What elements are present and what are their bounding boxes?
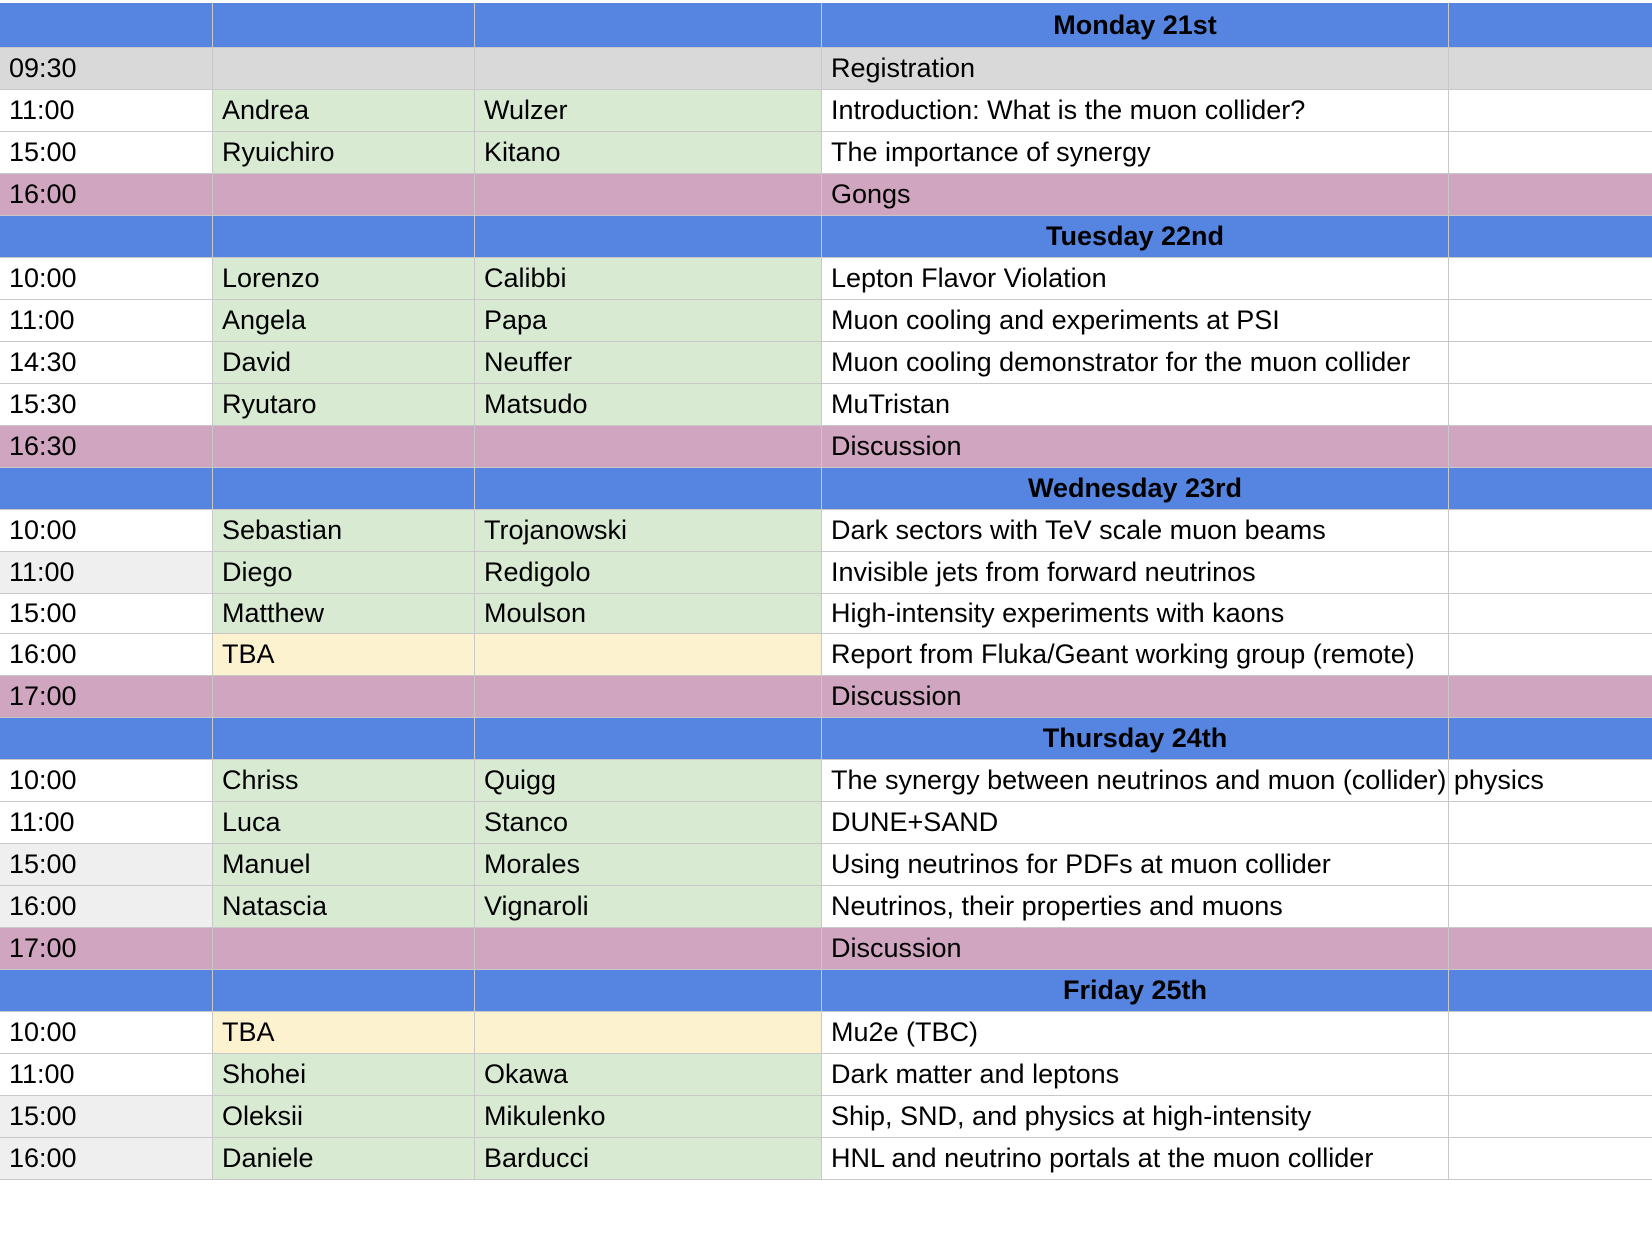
last-name-text: Redigolo: [484, 557, 591, 587]
first-name-cell[interactable]: [213, 3, 475, 48]
time-text: 16:00: [9, 891, 77, 921]
last-name-cell[interactable]: [475, 3, 822, 48]
time-cell[interactable]: [0, 216, 213, 258]
talk-title-cell[interactable]: [822, 1054, 1449, 1096]
last-name-cell[interactable]: [475, 510, 822, 552]
last-name-cell[interactable]: [475, 928, 822, 970]
last-name-cell[interactable]: [475, 634, 822, 676]
first-name-text: Andrea: [222, 95, 310, 125]
empty-cell[interactable]: [1449, 970, 1652, 1012]
empty-cell[interactable]: [1449, 802, 1652, 844]
talk-title-text: High-intensity experiments with kaons: [831, 598, 1285, 628]
time-cell[interactable]: [0, 468, 213, 510]
last-name-text: Trojanowski: [484, 515, 628, 545]
day-title[interactable]: Thursday 24th: [822, 718, 1449, 760]
first-name-cell[interactable]: [213, 718, 475, 760]
empty-cell[interactable]: [1449, 844, 1652, 886]
first-name-cell[interactable]: [213, 384, 475, 426]
talk-title-text: Dark sectors with TeV scale muon beams: [831, 515, 1326, 545]
time-cell[interactable]: [0, 132, 213, 174]
talk-title-text: Invisible jets from forward neutrinos: [831, 557, 1256, 587]
last-name-cell[interactable]: [475, 90, 822, 132]
schedule-row: [0, 886, 1652, 928]
first-name-cell[interactable]: [213, 216, 475, 258]
last-name-cell[interactable]: [475, 426, 822, 468]
empty-cell[interactable]: [1449, 634, 1652, 676]
time-cell[interactable]: [0, 970, 213, 1012]
time-text: 15:00: [9, 849, 77, 879]
time-text: 17:00: [9, 933, 77, 963]
time-text: 16:00: [9, 1143, 77, 1173]
first-name-text: Shohei: [222, 1059, 307, 1089]
schedule-row: [0, 48, 1652, 90]
empty-cell[interactable]: [1449, 426, 1652, 468]
talk-title-cell[interactable]: [822, 676, 1449, 718]
schedule-row: [0, 928, 1652, 970]
empty-cell[interactable]: [1449, 468, 1652, 510]
first-name-cell[interactable]: [213, 970, 475, 1012]
day-title[interactable]: Wednesday 23rd: [822, 468, 1449, 510]
first-name-text: Chriss: [222, 765, 299, 795]
day-header-row: [0, 970, 1652, 1012]
last-name-cell[interactable]: [475, 258, 822, 300]
empty-cell[interactable]: [1449, 342, 1652, 384]
last-name-cell[interactable]: [475, 1138, 822, 1180]
talk-title-cell[interactable]: [822, 760, 1544, 802]
first-name-text: Lorenzo: [222, 263, 320, 293]
time-cell[interactable]: [0, 718, 213, 760]
first-name-cell[interactable]: [213, 510, 475, 552]
schedule-row: [0, 844, 1652, 886]
first-name-text: David: [222, 347, 292, 377]
last-name-cell[interactable]: [475, 342, 822, 384]
talk-title-cell[interactable]: [822, 132, 1449, 174]
time-cell[interactable]: [0, 634, 213, 676]
empty-cell[interactable]: [1449, 258, 1652, 300]
talk-title-cell[interactable]: [822, 258, 1449, 300]
last-name-text: Calibbi: [484, 263, 567, 293]
talk-title-text: Report from Fluka/Geant working group (remote): [831, 639, 1415, 669]
talk-title-cell[interactable]: [822, 552, 1449, 594]
last-name-text: Vignaroli: [484, 891, 589, 921]
time-cell[interactable]: [0, 300, 213, 342]
schedule-row: [0, 1012, 1652, 1054]
first-name-text: Luca: [222, 807, 281, 837]
day-header-row: [0, 718, 1652, 760]
day-header-row: [0, 468, 1652, 510]
talk-title-cell[interactable]: [822, 342, 1449, 384]
talk-title-cell[interactable]: [822, 426, 1449, 468]
time-cell[interactable]: [0, 510, 213, 552]
time-cell[interactable]: [0, 48, 213, 90]
empty-cell[interactable]: [1449, 886, 1652, 928]
first-name-cell[interactable]: [213, 48, 475, 90]
last-name-cell[interactable]: [475, 718, 822, 760]
empty-cell[interactable]: [1449, 132, 1652, 174]
first-name-cell[interactable]: [213, 426, 475, 468]
talk-title-cell[interactable]: [822, 300, 1449, 342]
talk-title-cell[interactable]: [822, 634, 1449, 676]
schedule-row: [0, 174, 1652, 216]
time-text: 14:30: [9, 347, 77, 377]
empty-cell[interactable]: [1449, 48, 1652, 90]
time-text: 10:00: [9, 515, 77, 545]
last-name-cell[interactable]: [475, 174, 822, 216]
schedule-row: [0, 258, 1652, 300]
first-name-text: Oleksii: [222, 1101, 304, 1131]
talk-title-text: Mu2e (TBC): [831, 1017, 979, 1047]
first-name-cell[interactable]: [213, 676, 475, 718]
talk-title-cell[interactable]: [822, 594, 1449, 634]
time-cell[interactable]: [0, 1096, 213, 1138]
talk-title-text: Discussion: [831, 933, 962, 963]
last-name-text: Matsudo: [484, 389, 588, 419]
first-name-text: TBA: [222, 1017, 275, 1047]
last-name-cell[interactable]: [475, 594, 822, 634]
first-name-text: Angela: [222, 305, 307, 335]
last-name-cell[interactable]: [475, 886, 822, 928]
last-name-text: Neuffer: [484, 347, 573, 377]
talk-title-text: Ship, SND, and physics at high-intensity: [831, 1101, 1312, 1131]
first-name-cell[interactable]: [213, 300, 475, 342]
last-name-cell[interactable]: [475, 300, 822, 342]
day-header-row: [0, 216, 1652, 258]
first-name-text: Ryutaro: [222, 389, 317, 419]
talk-title-text: DUNE+SAND: [831, 807, 999, 837]
talk-title-text: Dark matter and leptons: [831, 1059, 1120, 1089]
time-text: 16:30: [9, 431, 77, 461]
empty-cell[interactable]: [1449, 174, 1652, 216]
time-cell[interactable]: [0, 802, 213, 844]
last-name-cell[interactable]: [475, 970, 822, 1012]
time-cell[interactable]: [0, 342, 213, 384]
talk-title-cell[interactable]: [822, 48, 1449, 90]
first-name-cell[interactable]: [213, 132, 475, 174]
talk-title-text: Muon cooling demonstrator for the muon collider: [831, 347, 1411, 377]
last-name-cell[interactable]: [475, 132, 822, 174]
schedule-row: [0, 300, 1652, 342]
first-name-cell[interactable]: [213, 634, 475, 676]
last-name-text: Stanco: [484, 807, 569, 837]
schedule-row: [0, 634, 1652, 676]
first-name-text: Daniele: [222, 1143, 314, 1173]
time-text: 16:00: [9, 639, 77, 669]
talk-title-cell[interactable]: [822, 90, 1449, 132]
time-cell[interactable]: [0, 1012, 213, 1054]
last-name-text: Okawa: [484, 1059, 569, 1089]
last-name-cell[interactable]: [475, 1054, 822, 1096]
last-name-text: Morales: [484, 849, 581, 879]
first-name-text: Natascia: [222, 891, 328, 921]
first-name-cell[interactable]: [213, 1054, 475, 1096]
schedule-row: [0, 1054, 1652, 1096]
time-text: 15:30: [9, 389, 77, 419]
talk-title-text: Using neutrinos for PDFs at muon collider: [831, 849, 1331, 879]
first-name-cell[interactable]: [213, 90, 475, 132]
talk-title-text: Registration: [831, 53, 976, 83]
empty-cell[interactable]: [1449, 216, 1652, 258]
time-cell[interactable]: [0, 426, 213, 468]
empty-cell[interactable]: [1449, 1096, 1652, 1138]
time-cell[interactable]: [0, 552, 213, 594]
empty-cell[interactable]: [1449, 384, 1652, 426]
last-name-cell[interactable]: [475, 48, 822, 90]
first-name-cell[interactable]: [213, 1096, 475, 1138]
empty-cell[interactable]: [1449, 90, 1652, 132]
empty-cell[interactable]: [1449, 1054, 1652, 1096]
talk-title-text: MuTristan: [831, 389, 951, 419]
last-name-cell[interactable]: [475, 802, 822, 844]
day-title[interactable]: Tuesday 22nd: [822, 216, 1449, 258]
talk-title-text: Discussion: [831, 431, 962, 461]
time-text: 15:00: [9, 1101, 77, 1131]
schedule-row: [0, 802, 1652, 844]
talk-title-text: Muon cooling and experiments at PSI: [831, 305, 1280, 335]
first-name-cell[interactable]: [213, 258, 475, 300]
talk-title-text: Introduction: What is the muon collider?: [831, 95, 1306, 125]
talk-title-cell[interactable]: [822, 886, 1449, 928]
empty-cell[interactable]: [1449, 1138, 1652, 1180]
talk-title-text: The importance of synergy: [831, 137, 1151, 167]
first-name-cell[interactable]: [213, 844, 475, 886]
time-cell[interactable]: [0, 90, 213, 132]
first-name-cell[interactable]: [213, 174, 475, 216]
time-text: 09:30: [9, 53, 77, 83]
first-name-cell[interactable]: [213, 928, 475, 970]
last-name-cell[interactable]: [475, 384, 822, 426]
time-text: 10:00: [9, 765, 77, 795]
last-name-cell[interactable]: [475, 552, 822, 594]
schedule-row: [0, 426, 1652, 468]
first-name-cell[interactable]: [213, 468, 475, 510]
last-name-text: Moulson: [484, 598, 587, 628]
first-name-cell[interactable]: [213, 1138, 475, 1180]
schedule-row: [0, 594, 1652, 634]
last-name-cell[interactable]: [475, 468, 822, 510]
time-cell[interactable]: [0, 1054, 213, 1096]
time-text: 11:00: [9, 305, 75, 335]
schedule-row: [0, 1138, 1652, 1180]
time-cell[interactable]: [0, 384, 213, 426]
empty-cell[interactable]: [1449, 552, 1652, 594]
empty-cell[interactable]: [1449, 928, 1652, 970]
talk-title-text: Neutrinos, their properties and muons: [831, 891, 1283, 921]
day-header-row: [0, 3, 1652, 48]
talk-title-cell[interactable]: [822, 844, 1449, 886]
time-cell[interactable]: [0, 594, 213, 634]
talk-title-text: HNL and neutrino portals at the muon collider: [831, 1143, 1374, 1173]
first-name-text: Sebastian: [222, 515, 343, 545]
time-text: 17:00: [9, 681, 77, 711]
first-name-cell[interactable]: [213, 886, 475, 928]
talk-title-cell[interactable]: [822, 1096, 1449, 1138]
talk-title-cell[interactable]: [822, 928, 1449, 970]
time-cell[interactable]: [0, 928, 213, 970]
empty-cell[interactable]: [1449, 1012, 1652, 1054]
time-cell[interactable]: [0, 1138, 213, 1180]
last-name-text: Mikulenko: [484, 1101, 606, 1131]
first-name-text: Matthew: [222, 598, 325, 628]
talk-title-cell[interactable]: [822, 384, 1449, 426]
talk-title-text: Lepton Flavor Violation: [831, 263, 1107, 293]
time-text: 11:00: [9, 557, 75, 587]
first-name-cell[interactable]: [213, 1012, 475, 1054]
last-name-cell[interactable]: [475, 844, 822, 886]
schedule-row: [0, 90, 1652, 132]
last-name-text: Quigg: [484, 765, 557, 795]
time-cell[interactable]: [0, 174, 213, 216]
empty-cell[interactable]: [1449, 510, 1652, 552]
time-cell[interactable]: [0, 676, 213, 718]
schedule-row: [0, 676, 1652, 718]
last-name-cell[interactable]: [475, 216, 822, 258]
schedule-row: [0, 552, 1652, 594]
talk-title-text: The synergy between neutrinos and muon (collider) physics: [831, 765, 1544, 795]
time-text: 11:00: [9, 807, 75, 837]
last-name-cell[interactable]: [475, 760, 822, 802]
last-name-cell[interactable]: [475, 1012, 822, 1054]
schedule-row: [0, 384, 1652, 426]
talk-title-cell[interactable]: [822, 510, 1449, 552]
day-title[interactable]: Friday 25th: [822, 970, 1449, 1012]
empty-cell[interactable]: [1449, 594, 1652, 634]
talk-title-cell[interactable]: [822, 1012, 1449, 1054]
schedule-row: [0, 1096, 1652, 1138]
first-name-text: Manuel: [222, 849, 311, 879]
empty-cell[interactable]: [1449, 3, 1652, 48]
first-name-cell[interactable]: [213, 552, 475, 594]
time-text: 11:00: [9, 95, 75, 125]
time-text: 10:00: [9, 263, 77, 293]
last-name-text: Papa: [484, 305, 548, 335]
first-name-cell[interactable]: [213, 342, 475, 384]
schedule-row: [0, 132, 1652, 174]
last-name-text: Kitano: [484, 137, 561, 167]
time-cell[interactable]: [0, 258, 213, 300]
first-name-cell[interactable]: [213, 802, 475, 844]
first-name-text: Diego: [222, 557, 293, 587]
time-cell[interactable]: [0, 844, 213, 886]
last-name-text: Wulzer: [484, 95, 568, 125]
talk-title-cell[interactable]: [822, 174, 1449, 216]
time-text: 16:00: [9, 179, 77, 209]
talk-title-cell[interactable]: [822, 802, 1449, 844]
first-name-cell[interactable]: [213, 594, 475, 634]
empty-cell[interactable]: [1449, 718, 1652, 760]
time-text: 10:00: [9, 1017, 77, 1047]
schedule-row: [0, 510, 1652, 552]
first-name-text: Ryuichiro: [222, 137, 335, 167]
empty-cell[interactable]: [1449, 300, 1652, 342]
time-text: 11:00: [9, 1059, 75, 1089]
first-name-cell[interactable]: [213, 760, 475, 802]
schedule-row: [0, 342, 1652, 384]
day-title[interactable]: Monday 21st: [822, 3, 1449, 48]
time-cell[interactable]: [0, 3, 213, 48]
last-name-text: Barducci: [484, 1143, 590, 1173]
time-text: 15:00: [9, 598, 77, 628]
first-name-text: TBA: [222, 639, 275, 669]
time-cell[interactable]: [0, 886, 213, 928]
talk-title-text: Gongs: [831, 179, 911, 209]
schedule-row: [0, 760, 1652, 802]
last-name-cell[interactable]: [475, 1096, 822, 1138]
talk-title-text: Discussion: [831, 681, 962, 711]
time-text: 15:00: [9, 137, 77, 167]
empty-cell[interactable]: [1449, 676, 1652, 718]
talk-title-cell[interactable]: [822, 1138, 1449, 1180]
time-cell[interactable]: [0, 760, 213, 802]
last-name-cell[interactable]: [475, 676, 822, 718]
